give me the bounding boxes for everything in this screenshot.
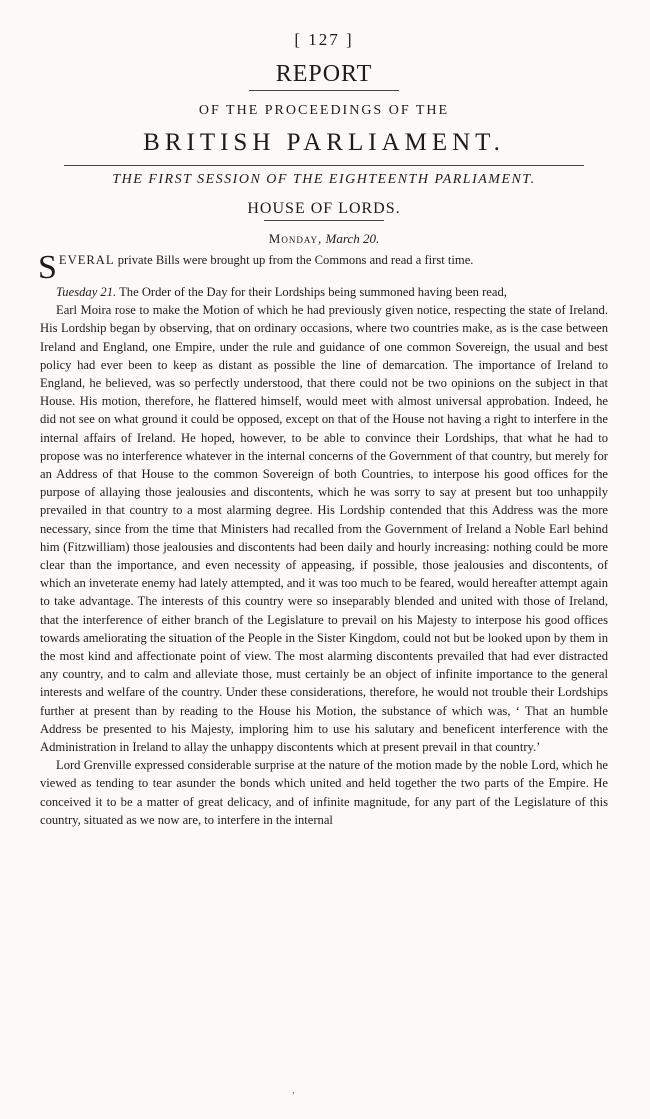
title-rule [249, 90, 399, 91]
paragraph-order-of-day [40, 283, 608, 301]
print-mark: , [292, 1085, 295, 1096]
drop-cap: S [38, 249, 57, 286]
first-word: EVERAL [58, 253, 115, 267]
paragraph-lord-grenville: Lord Grenville expressed considerable surprise at the nature of the motion made by the noble Lord, which he viewed as tending to tear asunder the bonds which united and held together the two parts of the Empire. He conceived it to be a matter of great delicacy, and of infinite magnitude, for any part of the Legislature of this country, situated as we now are, to interfere in the internal [40, 758, 608, 827]
parliament-rule [64, 165, 584, 166]
paragraph-text: private Bills were brought up from the Commons and read a first time. [114, 253, 474, 267]
house-rule [264, 220, 384, 221]
document-page [40, 30, 608, 829]
paragraph-text: The Order of the Day for their Lordships being summoned having been read, [116, 285, 507, 299]
date-day: Monday, [268, 231, 323, 246]
date-month-day: March 20. [325, 231, 380, 246]
session-title: THE FIRST SESSION OF THE EIGHTEENTH PARLIAMENT. [112, 172, 536, 187]
report-title: REPORT [275, 61, 373, 87]
parliament-title: BRITISH PARLIAMENT. [143, 129, 505, 156]
report-body [40, 251, 608, 829]
paragraph-earl-moira: Earl Moira rose to make the Motion of which he had previously given notice, respecting the state of Ireland. His Lordship began by observing, that on ordinary occasions, where two countries make, as is the case between Ireland and England, one Empire, under the rule and guidance of one common Sovereign, the usual and best policy had ever been to keep as distant as possible the line of demarcation. The importance of Ireland to England, he believed, was so perfectly understood, that there could not be two opinions on the subject in that House. His motion, therefore, he flattered himself, would meet with almost universal approbation. Indeed, he did not see on what ground it could be opposed, except on that of the House not having a right to interfere in the internal affairs of Ireland. He hoped, however, to be able to convince their Lordships, that what he had to propose was no interference whatever in the internal concerns of the Government of that country, but merely for an Address of that House to the common Sovereign of both Countries, to interpose his good offices for the purpose of allaying those jealousies and discontents, which he was sorry to say at present but too unhappily prevailed in that country to a most alarming degree. His Lordship contended that this Address was the more necessary, since from the time that Ministers had recalled from the Government of Ireland a Noble Earl behind him (Fitzwilliam) those jealousies and discontents had been daily and hourly increasing: nothing could be more clear than the importance, and even necessity of appeasing, if possible, those jealousies and discontents, of which an inveterate enemy had lately attempted, and it was too much to be feared, would hereafter attempt again to take advantage. The interests of this country were so inseparably blended and united with those of Ireland, that the interference of either branch of the Legislature to prevail on his Majesty to interpose his good offices towards ameliorating the situation of the People in the Sister Kingdom, could not but be looked upon by them in the most kind and affectionate point of view. The most alarming discontents prevailed that had ever distracted any country, and to calm and alleviate those, must certainly be an object of infinite importance to the general interests and welfare of the country. Under these considerations, therefore, he would not trouble their Lordships further at present than by reading to the House his Motion, the substance of which was, ‘ That an humble Address be presented to his Majesty, imploring him to use his salutary and beneficent interference with the Administration in Ireland to allay the unhappy discontents which at present prevail in that country.’ [40, 303, 608, 755]
house-title: HOUSE OF LORDS. [247, 200, 401, 217]
date-lead: Tuesday 21. [56, 285, 117, 299]
paragraph-private-bills [38, 249, 608, 286]
session-date [40, 231, 608, 247]
page-number: [ 127 ] [294, 30, 354, 49]
report-subtitle: OF THE PROCEEDINGS OF THE [198, 103, 450, 118]
